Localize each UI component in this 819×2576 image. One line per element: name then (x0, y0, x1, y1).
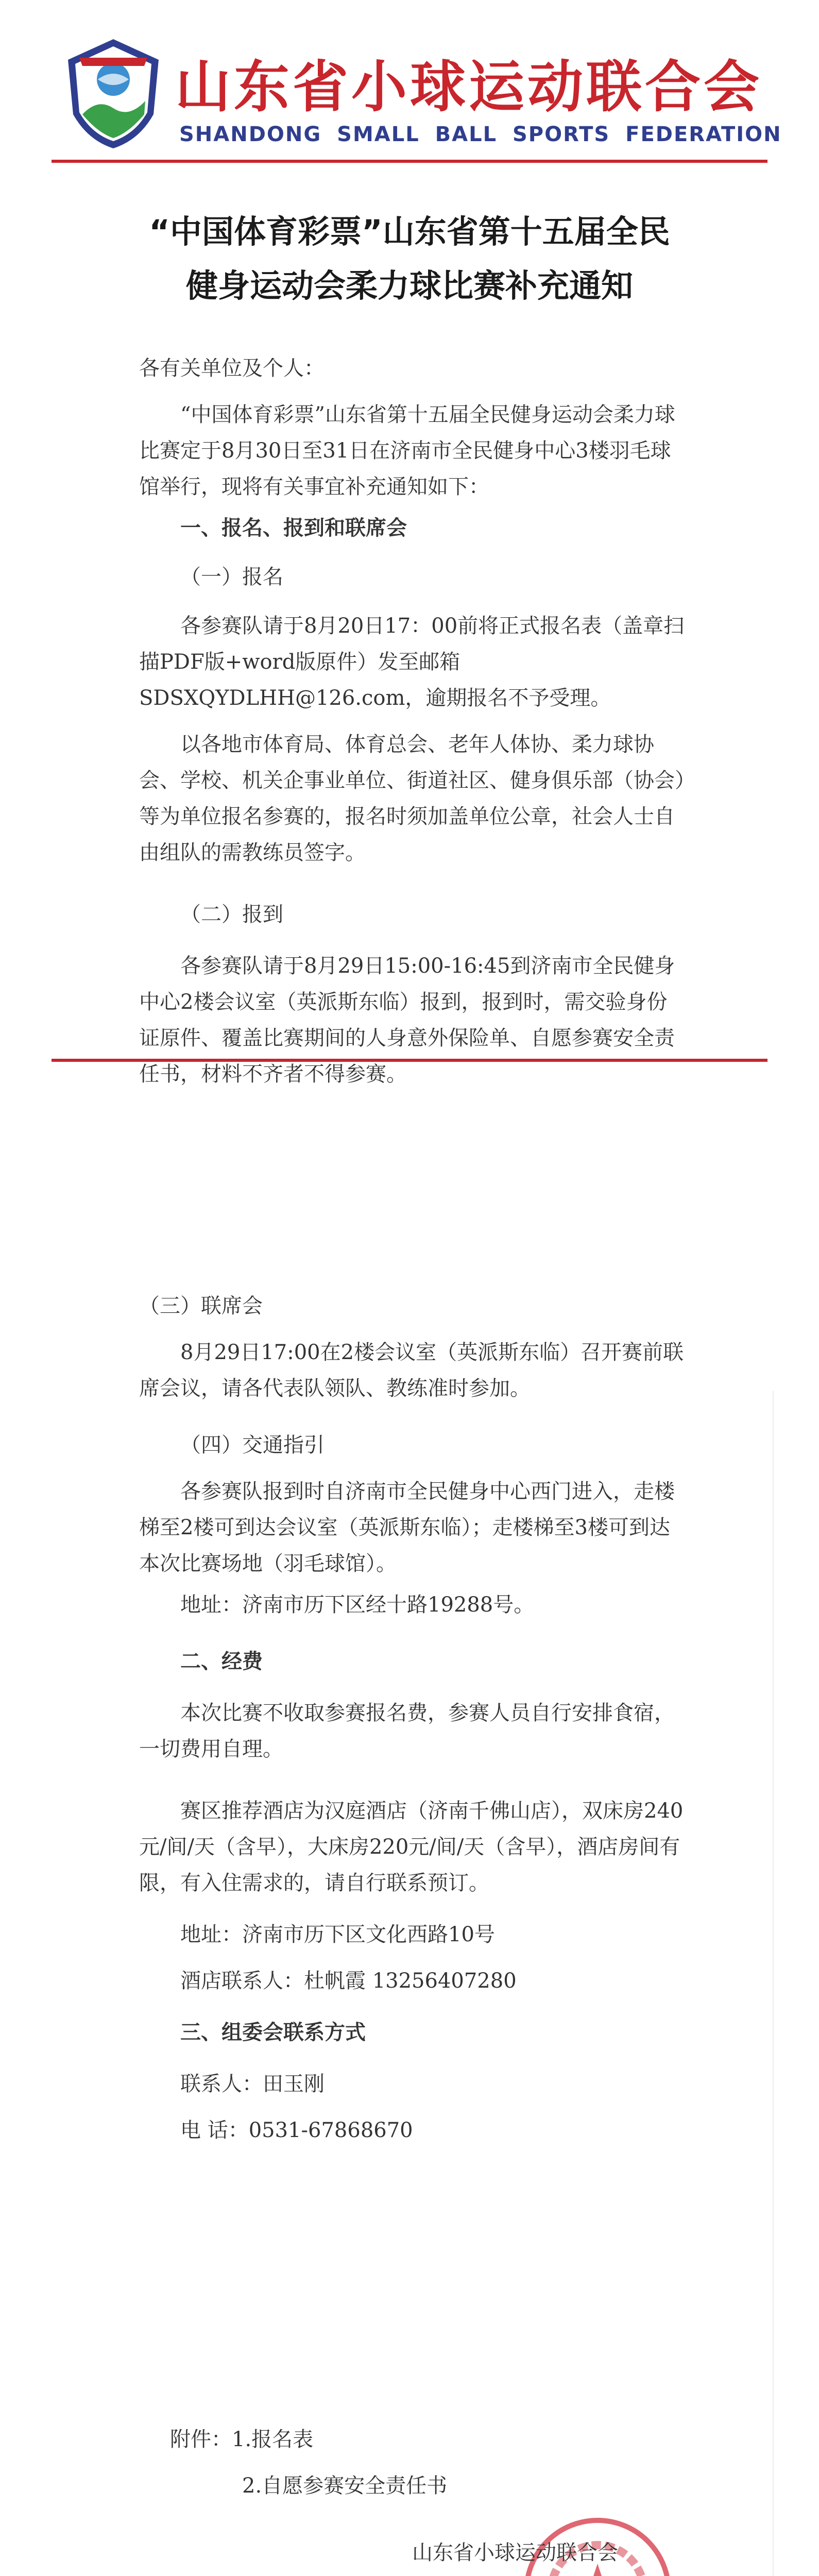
section-heading-3: 三、组委会联系方式 (180, 2021, 366, 2044)
signature-organization: 山东省小球运动联合会 (412, 2541, 618, 2565)
notice-title-line-1: “中国体育彩票”山东省第十五届全民 (149, 213, 670, 250)
meeting-paragraph: 8月29日17:00在2楼会议室（英派斯东临）召开赛前联席会议，请各代表队领队、教练准时参加。 (139, 1341, 684, 1400)
attachment-2: 2.自愿参赛安全责任书 (242, 2474, 448, 2498)
section-heading-1: 一、报名、报到和联席会 (180, 516, 407, 540)
section-heading-2: 二、经费 (180, 1650, 263, 1673)
hotel-address: 地址：济南市历下区文化西路10号 (180, 1923, 495, 1946)
subheading-signup: （一）报名 (180, 565, 283, 589)
hotel-paragraph: 赛区推荐酒店为汉庭酒店（济南千佛山店），双床房240元/间/天（含早），大床房220元/间/天（含早），酒店房间有限，有入住需求的，请自行联系预订。 (139, 1799, 684, 1895)
attachment-1: 附件：1.报名表 (170, 2428, 314, 2451)
scan-fold-line (773, 1391, 774, 2576)
subheading-traffic: （四）交通指引 (180, 1433, 325, 1457)
org-name-en: SHANDONG SMALL BALL SPORTS FEDERATION (179, 123, 782, 146)
notice-title-line-2: 健身运动会柔力球比赛补充通知 (185, 267, 633, 304)
federation-logo (62, 37, 165, 150)
fee-paragraph: 本次比赛不收取参赛报名费，参赛人员自行安排食宿，一切费用自理。 (139, 1701, 675, 1761)
header-divider (52, 160, 767, 163)
letterhead-page-1 (0, 0, 819, 1086)
checkin-paragraph-start: 各参赛队请于8月29日15:00-16:45到济南市全民健身中心2楼会议室（英派斯东临）报到，报到时，需交验身份证原件、覆盖比赛期间的人身意外保险单、自愿参赛安全责任书，材料不齐者不得参赛。 (139, 954, 675, 1086)
intro-paragraph: “中国体育彩票”山东省第十五届全民健身运动会柔力球比赛定于8月30日至31日在济南市全民健身中心3楼羽毛球馆举行，现将有关事宜补充通知如下： (139, 403, 675, 499)
units-paragraph: 以各地市体育局、体育总会、老年人体协、柔力球协会、学校、机关企事业单位、街道社区、健身俱乐部（协会）等为单位报名参赛的，报名时须加盖单位公章，社会人士自由组队的需教练员签字。 (139, 733, 685, 865)
contact-phone: 电 话：0531-67868670 (180, 2119, 413, 2142)
subheading-meeting: （三）联席会 (139, 1294, 263, 1318)
footer-divider (52, 1059, 767, 1062)
traffic-paragraph: 各参赛队报到时自济南市全民健身中心西门进入，走楼梯至2楼可到达会议室（英派斯东临）；走楼梯至3楼可到达本次比赛场地（羽毛球馆）。 (139, 1480, 675, 1575)
contact-person: 联系人：田玉刚 (180, 2072, 325, 2096)
venue-address: 地址：济南市历下区经十路19288号。 (180, 1593, 535, 1617)
salutation: 各有关单位及个人： (139, 357, 325, 380)
subheading-checkin: （二）报到 (180, 903, 283, 926)
signup-paragraph: 各参赛队请于8月20日17：00前将正式报名表（盖章扫描PDF版+word版原件）发至邮箱SDSXQYDLHH@126.com，逾期报名不予受理。 (139, 614, 685, 710)
org-name-cn: 山东省小球运动联合会 (175, 55, 763, 120)
hotel-contact: 酒店联系人：杜帆霞 13256407280 (180, 1969, 517, 1993)
